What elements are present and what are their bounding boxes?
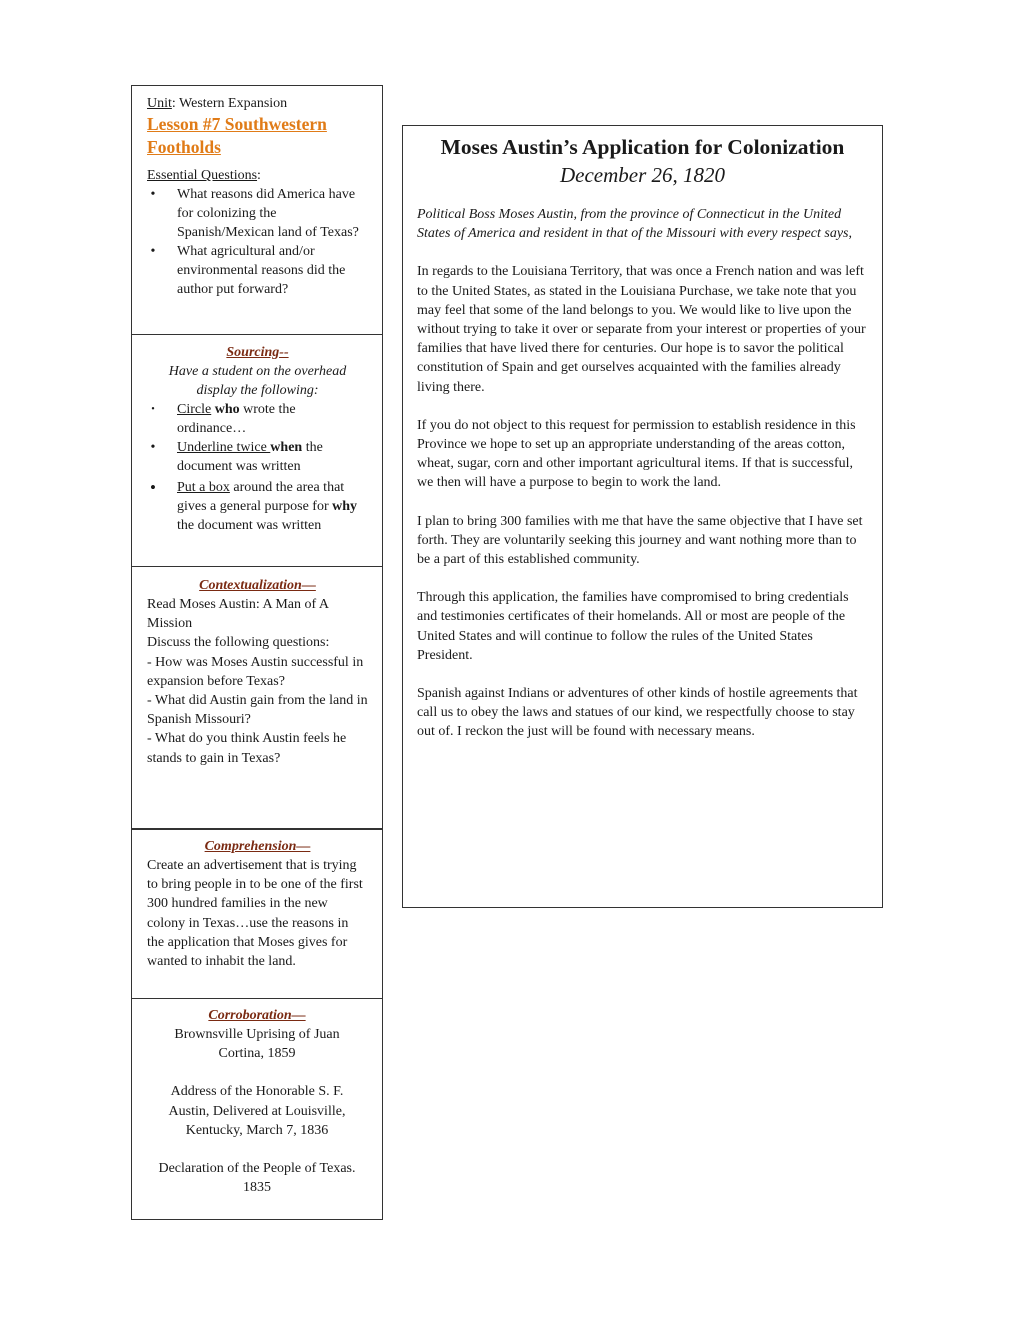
document-paragraph: In regards to the Louisiana Territory, that was once a French nation and was left to the United States, as stated in the Louisiana Purchase, we take note that you may feel that some of the land belongs to you. We would like to live upon the without trying to take it over or separate from your interest or properties of your families that have lived there for centuries. Our hope is to savor the political constitution of Spain and get ourselves acquainted with the families already living there. [417, 264, 866, 395]
list-item: • Circle who wrote the ordinance… [147, 400, 368, 438]
comprehension-title: Comprehension— [204, 839, 311, 854]
bullet-icon: • [150, 187, 156, 202]
circle-link[interactable]: Circle [177, 402, 212, 418]
essential-questions-heading: Essential Questions: [147, 168, 261, 183]
context-line: Read Moses Austin: A Man of A Mission [147, 597, 329, 632]
corroboration-item: Address of the Honorable S. F. Austin, Delivered at Louisville, Kentucky, March 7, 1836 [168, 1084, 346, 1138]
lesson-title[interactable]: Lesson #7 Southwestern Footholds [147, 114, 327, 157]
document-paragraph: Spanish against Indians or adventures of other kinds of hostile agreements that call us to obey the laws and statues of our kind, we respectfully choose to stay out of. I reckon the just will be found with necessary means. [417, 686, 858, 740]
essential-questions-label: Essential Questions [147, 168, 258, 183]
context-line: - How was Moses Austin successful in expansion before Texas? [147, 654, 364, 689]
bullet-icon: • [151, 404, 155, 416]
primary-source-document [402, 125, 883, 908]
left-column [131, 85, 383, 1220]
sourcing-list [147, 400, 368, 535]
corroboration-item: Brownsville Uprising of Juan Cortina, 1859 [174, 1027, 340, 1062]
comprehension-box [131, 829, 383, 999]
bullet-icon: • [150, 440, 156, 456]
sourcing-title: Sourcing-- [226, 345, 289, 360]
underline-twice-link[interactable]: Underline twice [177, 440, 271, 456]
put-a-box-link[interactable]: Put a box [177, 480, 230, 496]
document-date: December 26, 1820 [559, 163, 726, 187]
document-paragraph: If you do not object to this request for permission to establish residence in this Province we hope to set up an appropriate understanding of the areas cotton, wheat, sugar, corn and other important agricultural items. If that is successful, we then will have a purpose to begin to work the land. [417, 417, 856, 491]
essential-questions-list [147, 185, 368, 299]
corroboration-item: Declaration of the People of Texas. 1835 [158, 1161, 356, 1196]
document-paragraph: Through this application, the families have compromised to bring credentials and testimonies certificates of their homelands. All or most are people of the United States and will continue to follow the rules of the United States President. [417, 590, 849, 663]
context-line: - What do you think Austin feels he stands to gain in Texas? [147, 731, 347, 766]
unit-label: Unit [147, 96, 172, 111]
bullet-icon: • [150, 478, 156, 498]
bullet-icon: • [150, 244, 156, 259]
contextualization-title: Contextualization— [199, 578, 316, 593]
unit-value: : Western Expansion [171, 96, 288, 111]
context-line: - What did Austin gain from the land in Spanish Missouri? [147, 693, 368, 728]
list-item: • Underline twice when the document was written [147, 438, 368, 476]
context-line: Discuss the following questions: [147, 635, 330, 651]
sourcing-intro: Have a student on the overhead display the following: [168, 364, 347, 399]
unit-line [147, 95, 368, 112]
comprehension-text: Create an advertisement that is trying to bring people in to be one of the first 300 hundred families in the new colony in Texas…use the reasons in the application that Moses gives for wanted to inhabit the land. [147, 858, 363, 970]
contextualization-box [131, 567, 383, 829]
list-item: • Put a box around the area that gives a general purpose for why the document was written [147, 478, 368, 535]
sourcing-box [131, 334, 383, 567]
essential-questions-box [131, 85, 383, 334]
document-title: Moses Austin’s Application for Colonization [440, 135, 845, 159]
list-item: • What agricultural and/or environmental reasons did the author put forward? [147, 242, 368, 299]
document-intro: Political Boss Moses Austin, from the province of Connecticut in the United States of America and resident in that of the Missouri with every respect says, [417, 207, 852, 242]
corroboration-title: Corroboration— [208, 1008, 306, 1023]
corroboration-box [131, 999, 383, 1220]
document-paragraph: I plan to bring 300 families with me that have the same objective that I have set forth. They are voluntarily seeking this journey and want nothing more than to be a part of this established community. [417, 513, 863, 568]
list-item: • What reasons did America have for colonizing the Spanish/Mexican land of Texas? [147, 185, 368, 242]
